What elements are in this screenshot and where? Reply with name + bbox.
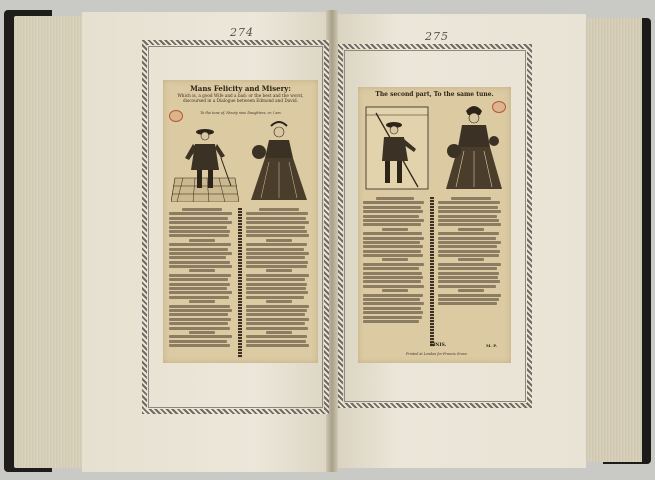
column-divider: [430, 197, 434, 347]
left-verse-column: [169, 208, 235, 349]
left-page-edges: [14, 16, 88, 468]
printer-imprint: Printed at London for Francis Grove.: [406, 352, 468, 356]
right-page-number: 275: [425, 30, 449, 43]
right-verse-column: [438, 197, 504, 307]
left-ballad-sheet: [163, 80, 318, 363]
author-initials: M. P.: [486, 343, 497, 348]
left-ballad-title: Mans Felicity and Misery:: [190, 84, 291, 93]
left-ballad-tune: To the tune of, Ninety nine Daughters, or, I am.: [200, 111, 282, 115]
left-ballad-subtitle: Which is, a good Wife and a bad: or the best and the worst, discoursed in a Dialogue between Edmond and David.: [177, 93, 304, 103]
column-divider: [238, 208, 242, 358]
finis-label: FINIS.: [430, 343, 447, 348]
woman-woodcut-icon: [245, 118, 311, 202]
left-page-number: 274: [230, 26, 254, 39]
man-woodcut-icon: [171, 118, 239, 202]
right-verse-column: [246, 208, 312, 349]
man-with-staff-woodcut-icon: [364, 105, 430, 191]
right-ballad-title: The second part, To the same tune.: [375, 91, 494, 98]
woman-with-muff-woodcut-icon: [442, 101, 506, 191]
right-ballad-sheet: [358, 87, 511, 363]
left-verse-column: [363, 197, 427, 324]
right-page-edges: [580, 18, 642, 462]
